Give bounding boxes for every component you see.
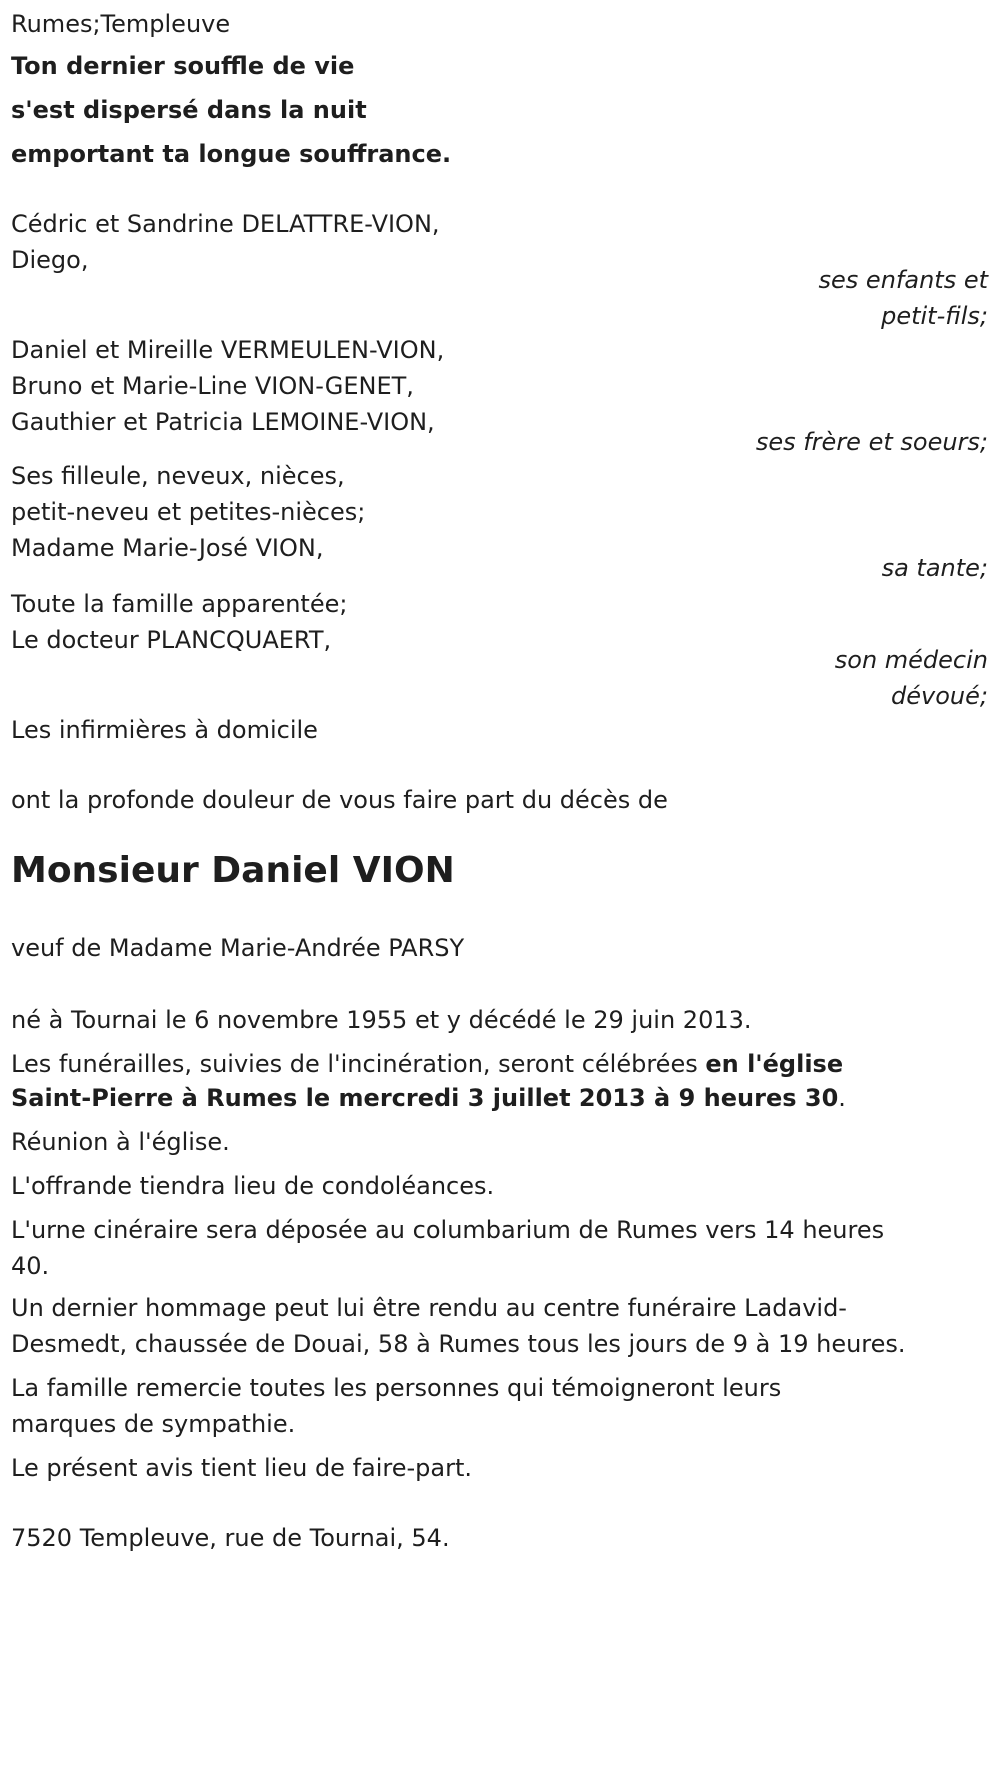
family-siblings-3: Gauthier et Patricia LEMOINE-VION, [11, 408, 435, 436]
tribute-note-1: Un dernier hommage peut lui être rendu au centre funéraire Ladavid- [11, 1294, 847, 1322]
address-text: 7520 Templeuve, rue de Tournai, 54. [11, 1524, 450, 1552]
family-nurses: Les infirmières à domicile [11, 716, 318, 744]
family-others-2: petit-neveu et petites-nièces; [11, 498, 366, 526]
family-others-1: Ses filleule, neveux, nièces, [11, 462, 345, 490]
funeral-place-1: en l'église [705, 1050, 844, 1078]
family-relatives-2: Le docteur PLANCQUAERT, [11, 626, 332, 654]
doctor-role-2: dévoué; [891, 682, 988, 710]
announcement-text: ont la profonde douleur de vous faire part du décès de [11, 786, 668, 814]
thanks-note-1: La famille remercie toutes les personnes qui témoigneront leurs [11, 1374, 782, 1402]
widower-text: veuf de Madame Marie-Andrée PARSY [11, 934, 465, 962]
poem-line-3: emportant ta longue souffrance. [11, 140, 452, 168]
siblings-role: ses frère et soeurs; [755, 428, 988, 456]
poem-line-2: s'est dispersé dans la nuit [11, 96, 367, 124]
deceased-name: Monsieur Daniel VION [11, 850, 455, 891]
birth-death-dates: né à Tournai le 6 novembre 1955 et y décédé le 29 juin 2013. [11, 1006, 752, 1034]
children-role-2: petit-fils; [881, 302, 988, 330]
poem-line-1: Ton dernier souffle de vie [11, 52, 355, 80]
family-children-2: Diego, [11, 246, 89, 274]
family-relatives-1: Toute la famille apparentée; [11, 590, 348, 618]
meeting-note: Réunion à l'église. [11, 1128, 230, 1156]
family-others-3: Madame Marie-José VION, [11, 534, 324, 562]
urn-note-1: L'urne cinéraire sera déposée au columbarium de Rumes vers 14 heures [11, 1216, 885, 1244]
notice-text: Le présent avis tient lieu de faire-part. [11, 1454, 473, 1482]
thanks-note-2: marques de sympathie. [11, 1410, 296, 1438]
aunt-role: sa tante; [881, 554, 988, 582]
urn-note-2: 40. [11, 1252, 50, 1280]
funeral-end: . [838, 1084, 846, 1112]
funeral-lead: Les funérailles, suivies de l'incinération, seront célébrées [11, 1050, 706, 1078]
family-siblings-2: Bruno et Marie-Line VION-GENET, [11, 372, 414, 400]
family-children-1: Cédric et Sandrine DELATTRE-VION, [11, 210, 440, 238]
funeral-line-2 [11, 1078, 846, 1118]
tribute-note-2: Desmedt, chaussée de Douai, 58 à Rumes tous les jours de 9 à 19 heures. [11, 1330, 906, 1358]
doctor-role-1: son médecin [834, 646, 988, 674]
funeral-place-2: Saint-Pierre à Rumes le mercredi 3 juillet 2013 à 9 heures 30 [11, 1084, 839, 1112]
offering-note: L'offrande tiendra lieu de condoléances. [11, 1172, 495, 1200]
family-siblings-1: Daniel et Mireille VERMEULEN-VION, [11, 336, 445, 364]
location-header: Rumes;Templeuve [11, 10, 231, 38]
children-role-1: ses enfants et [818, 266, 988, 294]
